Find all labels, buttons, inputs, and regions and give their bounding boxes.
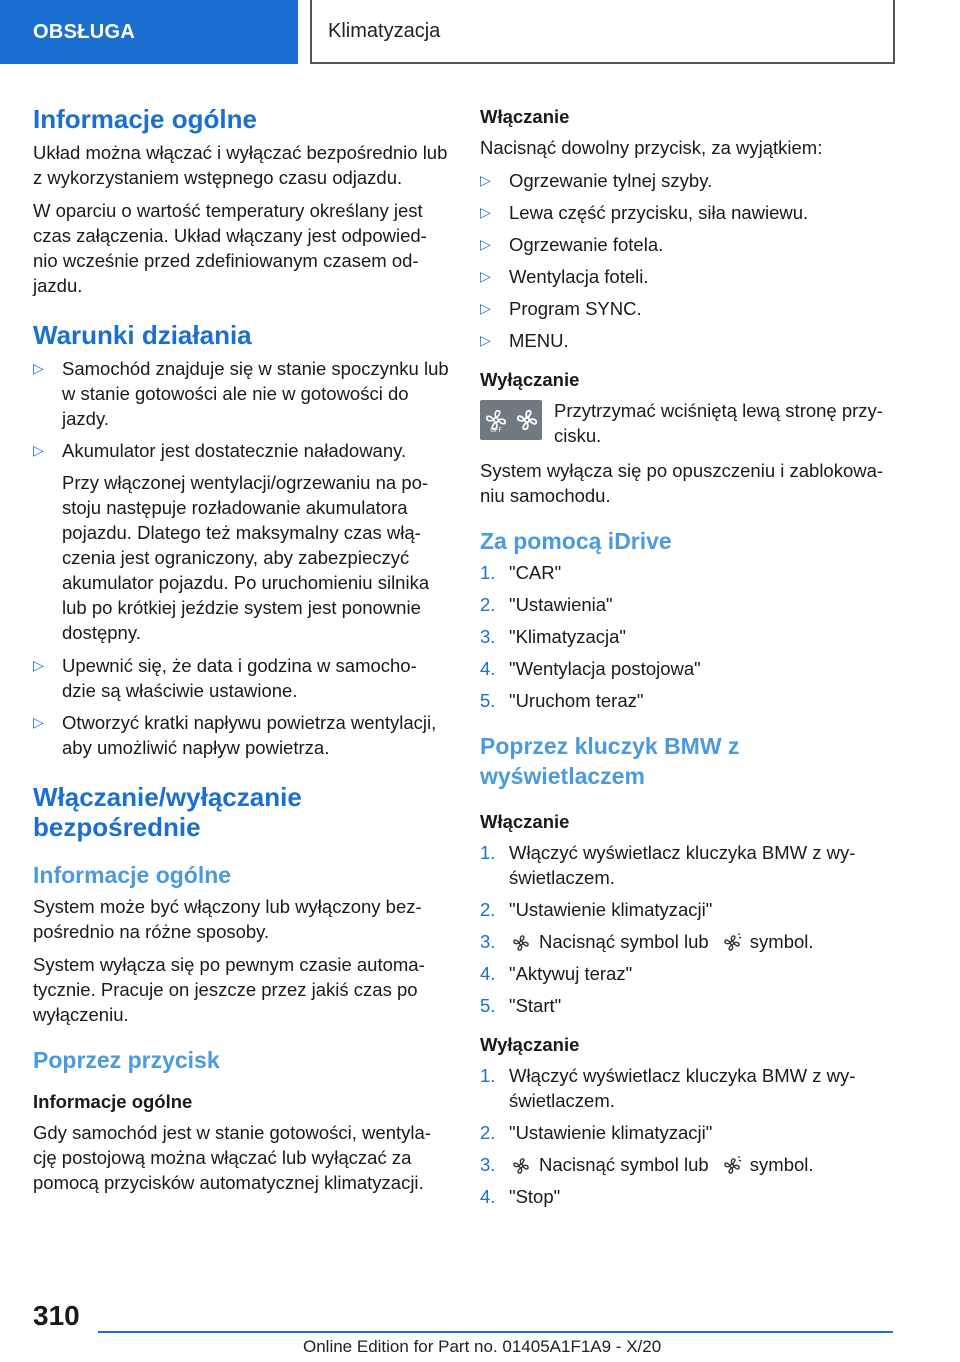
list-item: ▷ Akumulator jest dostatecznie naładowany. bbox=[33, 440, 407, 461]
list-item: 3. Nacisnąć symbol lub symbol. bbox=[480, 1154, 814, 1175]
paragraph: System może być włączony lub wyłączony bez- pośrednio na różne sposoby. bbox=[33, 896, 422, 942]
list-item: 1. Włączyć wyświetlacz kluczyka BMW z wy- świetlaczem. bbox=[480, 842, 856, 888]
list-item: ▷ Lewa część przycisku, siła nawiewu. bbox=[480, 202, 809, 223]
chapter-label: Klimatyzacja bbox=[328, 19, 441, 42]
fan-heat-icon bbox=[722, 933, 742, 953]
list-item: 5. "Start" bbox=[480, 995, 562, 1016]
triangle-right-icon: ▷ bbox=[480, 300, 491, 316]
triangle-right-icon: ▷ bbox=[33, 657, 44, 673]
idrive-steps bbox=[480, 560, 900, 713]
minor-heading-info: Informacje ogólne bbox=[33, 1091, 193, 1112]
list-item: ▷ MENU. bbox=[480, 330, 569, 351]
heading-key-off: Wyłączanie bbox=[480, 1034, 580, 1055]
subheading-idrive: Za pomocą iDrive bbox=[480, 528, 672, 554]
subheading-button: Poprzez przycisk bbox=[33, 1047, 220, 1073]
list-item: 3. "Klimatyzacja" bbox=[480, 626, 626, 647]
triangle-right-icon: ▷ bbox=[33, 442, 44, 458]
heading-info: Informacje ogólne bbox=[33, 104, 257, 134]
chapter-header bbox=[310, 0, 895, 64]
heading-direct-switching: Włączanie/wyłączanie bezpośrednie bbox=[33, 782, 302, 842]
fan-off-button-icon bbox=[480, 400, 542, 440]
list-item: 4. "Aktywuj teraz" bbox=[480, 963, 633, 984]
paragraph: System wyłącza się po pewnym czasie automa- tycznie. Pracuje on jeszcze przez jakiś czas po wyłączeniu. bbox=[33, 954, 425, 1025]
fan-heat-icon bbox=[722, 1156, 742, 1176]
svg-text:OFF: OFF bbox=[489, 427, 502, 433]
list-item: 4. "Stop" bbox=[480, 1186, 561, 1207]
triangle-right-icon: ▷ bbox=[33, 714, 44, 730]
list-item: 5. "Uruchom teraz" bbox=[480, 690, 644, 711]
triangle-right-icon: ▷ bbox=[480, 236, 491, 252]
heading-switch-off: Wyłączanie bbox=[480, 369, 580, 390]
paragraph: Nacisnąć dowolny przycisk, za wyjątkiem: bbox=[480, 137, 823, 158]
edition-text: Online Edition for Part no. 01405A1F1A9 - X/20 bbox=[303, 1337, 662, 1356]
list-item: ▷ Samochód znajduje się w stanie spoczynku lub w stanie gotowości ale nie w gotowości do jazdy. bbox=[33, 358, 449, 429]
subheading-info: Informacje ogólne bbox=[33, 862, 232, 888]
key-on-steps bbox=[480, 840, 900, 1018]
fan-icon bbox=[511, 933, 531, 953]
heading-conditions: Warunki działania bbox=[33, 320, 252, 350]
conditions-list-2 bbox=[33, 653, 453, 760]
fan-icon bbox=[514, 407, 540, 433]
triangle-right-icon: ▷ bbox=[480, 268, 491, 284]
battery-note: Przy włączonej wentylacji/ogrzewaniu na po- stoju następuje rozładowanie akumulatora pojazdu. Dlatego też maksymalny czas włą- czenia jest ograniczony, aby zabezpieczyć akumulator pojazdu. Po uruchomieniu silnika lub po krótkiej jeździe system jest ponownie dostępny. bbox=[62, 472, 430, 643]
conditions-list bbox=[33, 356, 453, 463]
list-item: 2. "Ustawienie klimatyzacji" bbox=[480, 899, 713, 920]
paragraph: Układ można włączać i wyłączać bezpośrednio lub z wykorzystaniem wstępnego czasu odjazdu. bbox=[33, 142, 448, 188]
paragraph: Gdy samochód jest w stanie gotowości, wentyla- cję postojową można włączać lub wyłączać za pomocą przycisków automatycznej klimatyzacji. bbox=[33, 1122, 431, 1193]
footer-divider bbox=[98, 1331, 893, 1333]
section-label: OBSŁUGA bbox=[33, 20, 136, 43]
list-item: ▷ Upewnić się, że data i godzina w samocho- dzie są właściwie ustawione. bbox=[33, 655, 417, 701]
list-item: 2. "Ustawienia" bbox=[480, 594, 613, 615]
heading-switch-on: Włączanie bbox=[480, 106, 570, 127]
list-item: ▷ Wentylacja foteli. bbox=[480, 266, 649, 287]
list-item: 4. "Wentylacja postojowa" bbox=[480, 658, 701, 679]
triangle-right-icon: ▷ bbox=[480, 172, 491, 188]
off-button-row bbox=[480, 398, 900, 448]
fan-icon bbox=[483, 407, 509, 433]
section-tab bbox=[0, 0, 298, 64]
list-item: 3. Nacisnąć symbol lub symbol. bbox=[480, 931, 814, 952]
list-item: ▷ Program SYNC. bbox=[480, 298, 642, 319]
paragraph: System wyłącza się po opuszczeniu i zablokowa- niu samochodu. bbox=[480, 460, 884, 506]
right-column bbox=[480, 100, 900, 1216]
triangle-right-icon: ▷ bbox=[480, 332, 491, 348]
list-item: 2. "Ustawienie klimatyzacji" bbox=[480, 1122, 713, 1143]
fan-icon bbox=[511, 1156, 531, 1176]
list-item: 1. Włączyć wyświetlacz kluczyka BMW z wy- świetlaczem. bbox=[480, 1065, 856, 1111]
list-item: 1. "CAR" bbox=[480, 562, 562, 583]
list-item: ▷ Ogrzewanie tylnej szyby. bbox=[480, 170, 713, 191]
key-off-steps bbox=[480, 1063, 900, 1209]
left-column bbox=[33, 100, 453, 1203]
subheading-key: Poprzez kluczyk BMW z wyświetlaczem bbox=[480, 733, 740, 789]
heading-key-on: Włączanie bbox=[480, 811, 570, 832]
page-number: 310 bbox=[33, 1300, 80, 1331]
triangle-right-icon: ▷ bbox=[33, 360, 44, 376]
paragraph: Przytrzymać wciśniętą lewą stronę przy- cisku. bbox=[554, 400, 883, 446]
exceptions-list bbox=[480, 168, 900, 353]
list-item: ▷ Ogrzewanie fotela. bbox=[480, 234, 664, 255]
triangle-right-icon: ▷ bbox=[480, 204, 491, 220]
paragraph: W oparciu o wartość temperatury określany jest czas załączenia. Układ włączany jest odpowied- nio wcześnie przed zdefiniowanym czasem od- jazdu. bbox=[33, 200, 427, 296]
list-item: ▷ Otworzyć kratki napływu powietrza wentylacji, aby umożliwić napływ powietrza. bbox=[33, 712, 437, 758]
